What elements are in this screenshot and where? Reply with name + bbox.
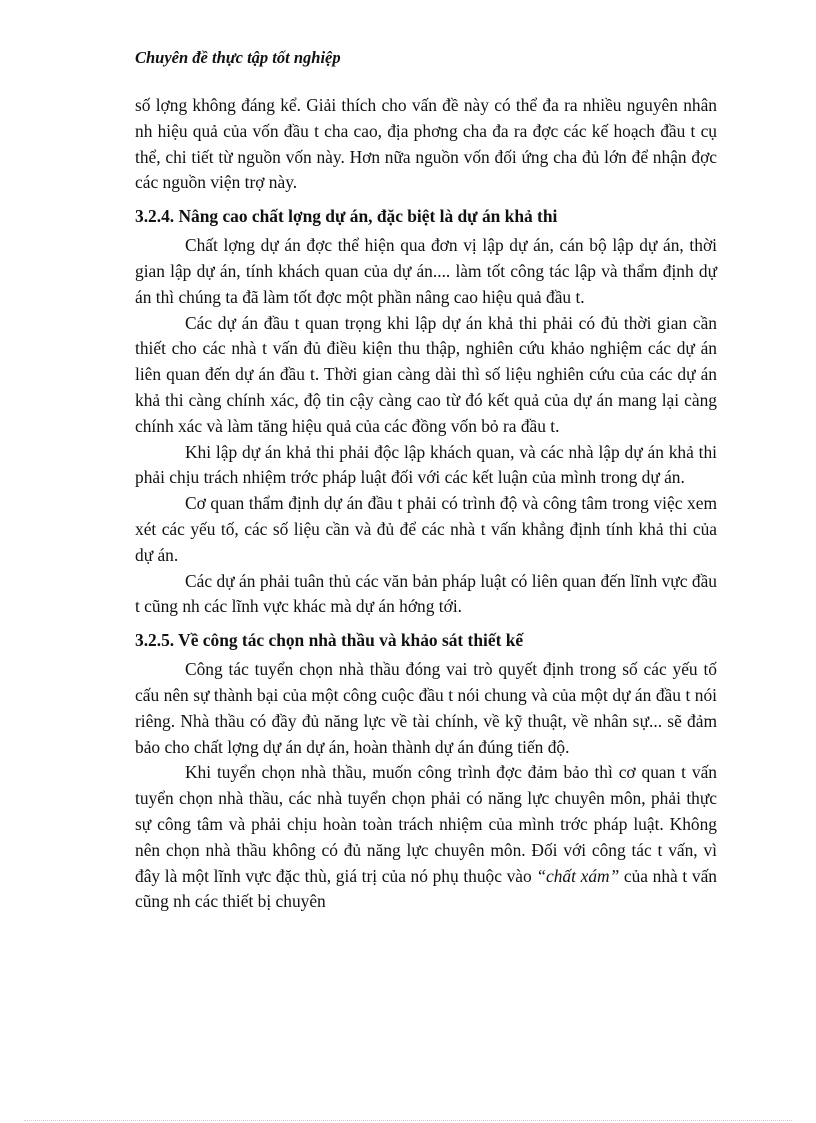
quoted-term: “chất xám”: [536, 865, 620, 886]
paragraph-3-2-5-2: [135, 760, 717, 915]
paragraph-3-2-4-4: Cơ quan thẩm định dự án đầu t phải có trình độ và công tâm trong việc xem xét các yếu tố, các số liệu cần và đủ để các nhà t vấn khẳng định tính khả thi của dự án.: [135, 493, 717, 565]
paragraph-intro: số lợng không đáng kể. Giải thích cho vấn đề này có thể đa ra nhiều nguyên nhân nh hiệu quả của vốn đầu t cha cao, địa phơng cha đa ra đợc các kế hoạch đầu t cụ thể, chi tiết từ nguồn vốn này. Hơn nữa nguồn vốn đối ứng cha đủ lớn để nhận đợc các nguồn viện trợ này.: [135, 95, 717, 193]
running-header: Chuyên đề thực tập tốt nghiệp: [135, 48, 341, 67]
section-heading-3-2-5: 3.2.5. Về công tác chọn nhà thầu và khảo sát thiết kế: [135, 630, 524, 651]
page-bottom-rule: [24, 1120, 792, 1121]
section-heading-3-2-4: 3.2.4. Nâng cao chất lợng dự án, đặc biệt là dự án khả thi: [135, 206, 558, 227]
paragraph-3-2-4-3: Khi lập dự án khả thi phải độc lập khách quan, và các nhà lập dự án khả thi phải chịu trách nhiệm trớc pháp luật đối với các kết luận của mình trong dự án.: [135, 441, 717, 488]
paragraph-text: của nhà t vấn cũng nh các thiết bị chuyên: [135, 865, 717, 912]
paragraph-3-2-4-1: Chất lợng dự án đợc thể hiện qua đơn vị lập dự án, cán bộ lập dự án, thời gian lập dự án, tính khách quan của dự án.... làm tốt công tác lập và thẩm định dự án thì chúng ta đã làm tốt đợc một phần nâng cao hiệu quả đầu t.: [135, 235, 717, 307]
paragraph-3-2-4-2: Các dự án đầu t quan trọng khi lập dự án khả thi phải có đủ thời gian cần thiết cho các nhà t vấn đủ điều kiện thu thập, nghiên cứu khảo nghiệm các dự án liên quan đến dự án đầu t. Thời gian càng dài thì số liệu nghiên cứu của các dự án khả thi càng chính xác, độ tin cậy càng cao từ đó kết quả của dự án mang lại càng chính xác và làm tăng hiệu quả của các đồng vốn bỏ ra đầu t.: [135, 312, 717, 436]
body-text: [135, 93, 717, 915]
paragraph-text: Khi tuyển chọn nhà thầu, muốn công trình đợc đảm bảo thì cơ quan t vấn tuyển chọn nhà thầu, các nhà tuyển chọn phải có năng lực chuyên môn, phải thực sự công tâm và phải chịu hoàn toàn trách nhiệm của mình trớc pháp luật. Không nên chọn nhà thầu không có đủ năng lực chuyên môn. Đối với công tác t vấn, vì đây là một lĩnh vực đặc thù, giá trị của nó phụ thuộc vào: [135, 762, 717, 886]
paragraph-3-2-5-1: Công tác tuyển chọn nhà thầu đóng vai trò quyết định trong số các yếu tố cấu nên sự thành bại của một công cuộc đầu t nói chung và của một dự án đầu t nói riêng. Nhà thầu có đầy đủ năng lực về tài chính, về kỹ thuật, về nhân sự... sẽ đảm bảo cho chất lợng dự án dự án, hoàn thành dự án đúng tiến độ.: [135, 659, 717, 757]
paragraph-3-2-4-5: Các dự án phải tuân thủ các văn bản pháp luật có liên quan đến lĩnh vực đầu t cũng nh các lĩnh vực khác mà dự án hớng tới.: [135, 570, 717, 617]
